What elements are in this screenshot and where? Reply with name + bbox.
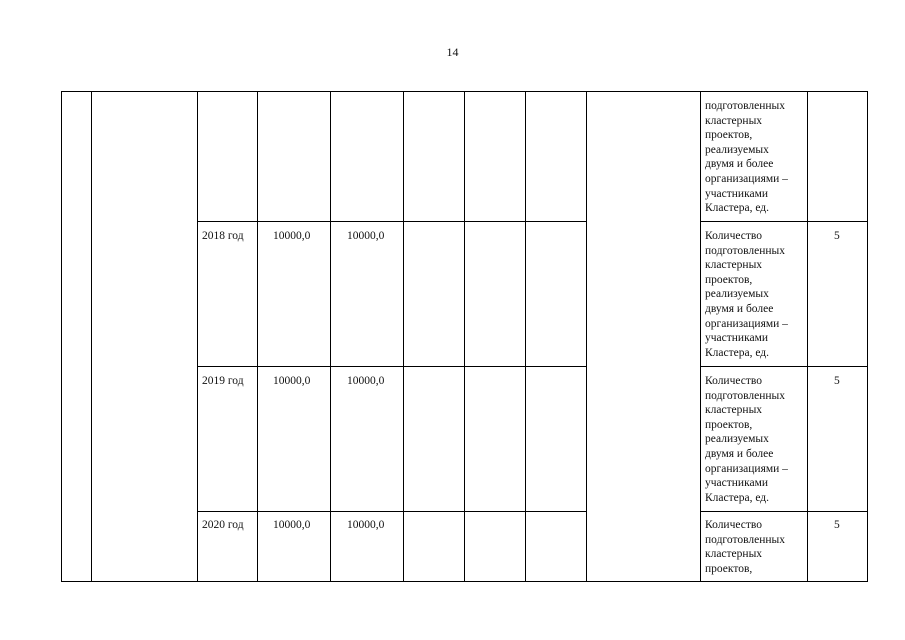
row-border [197, 511, 587, 512]
indicator-line: кластерных [705, 404, 763, 417]
row-border [197, 366, 587, 367]
column-border [330, 91, 331, 582]
row-border [197, 221, 587, 222]
indicator-line: реализуемых [705, 433, 769, 446]
column-border [464, 91, 465, 582]
value-cell: 5 [834, 519, 840, 531]
amount-cell: 10000,0 [347, 375, 385, 387]
indicator-cell [705, 99, 805, 216]
indicator-line: организациями – [705, 462, 788, 475]
amount-cell: 10000,0 [347, 519, 385, 531]
column-border [525, 91, 526, 582]
indicator-line: реализуемых [705, 288, 769, 301]
row-border [700, 511, 868, 512]
column-border [403, 91, 404, 582]
indicator-cell [705, 229, 805, 360]
indicator-line: Кластера, ед. [705, 346, 770, 359]
indicator-line: организациями – [705, 172, 788, 185]
amount-cell: 10000,0 [347, 230, 385, 242]
column-border [61, 91, 62, 582]
indicator-line: подготовленных [705, 244, 785, 257]
amount-cell: 10000,0 [273, 375, 311, 387]
year-cell: 2020 год [202, 519, 244, 531]
indicator-cell [705, 374, 805, 505]
column-border [586, 91, 587, 582]
indicator-line: Количество [705, 519, 762, 531]
indicator-line: подготовленных [705, 389, 785, 402]
year-cell: 2019 год [202, 375, 244, 387]
column-border [197, 91, 198, 582]
indicator-line: участниками [705, 332, 769, 345]
indicator-line: проектов, [705, 562, 753, 575]
indicator-line: Кластера, ед. [705, 491, 770, 504]
indicator-line: Количество [705, 375, 762, 387]
indicator-line: кластерных [705, 259, 763, 272]
indicator-line: Количество [705, 230, 762, 242]
indicator-line: участниками [705, 477, 769, 490]
column-border [867, 91, 868, 582]
page-number: 14 [446, 45, 459, 59]
row-border [700, 366, 868, 367]
column-border [91, 91, 92, 582]
amount-cell: 10000,0 [273, 230, 311, 242]
indicator-line: подготовленных [705, 533, 785, 546]
indicator-line: Кластера, ед. [705, 202, 770, 215]
indicator-line: реализуемых [705, 143, 769, 156]
column-border [700, 91, 701, 582]
indicator-line: участниками [705, 187, 769, 200]
indicator-line: двумя и более [705, 158, 774, 171]
value-cell: 5 [834, 230, 840, 242]
indicator-line: двумя и более [705, 447, 774, 460]
indicator-cell [705, 518, 805, 576]
value-cell: 5 [834, 375, 840, 387]
indicator-line: двумя и более [705, 302, 774, 315]
indicator-line: проектов, [705, 129, 753, 142]
indicator-line: проектов, [705, 273, 753, 286]
column-border [807, 91, 808, 582]
row-border [700, 221, 868, 222]
indicator-line: проектов, [705, 418, 753, 431]
column-border [257, 91, 258, 582]
year-cell: 2018 год [202, 230, 244, 242]
amount-cell: 10000,0 [273, 519, 311, 531]
indicator-line: подготовленных [705, 100, 785, 112]
indicator-line: организациями – [705, 317, 788, 330]
indicator-line: кластерных [705, 548, 763, 561]
indicator-line: кластерных [705, 114, 763, 127]
